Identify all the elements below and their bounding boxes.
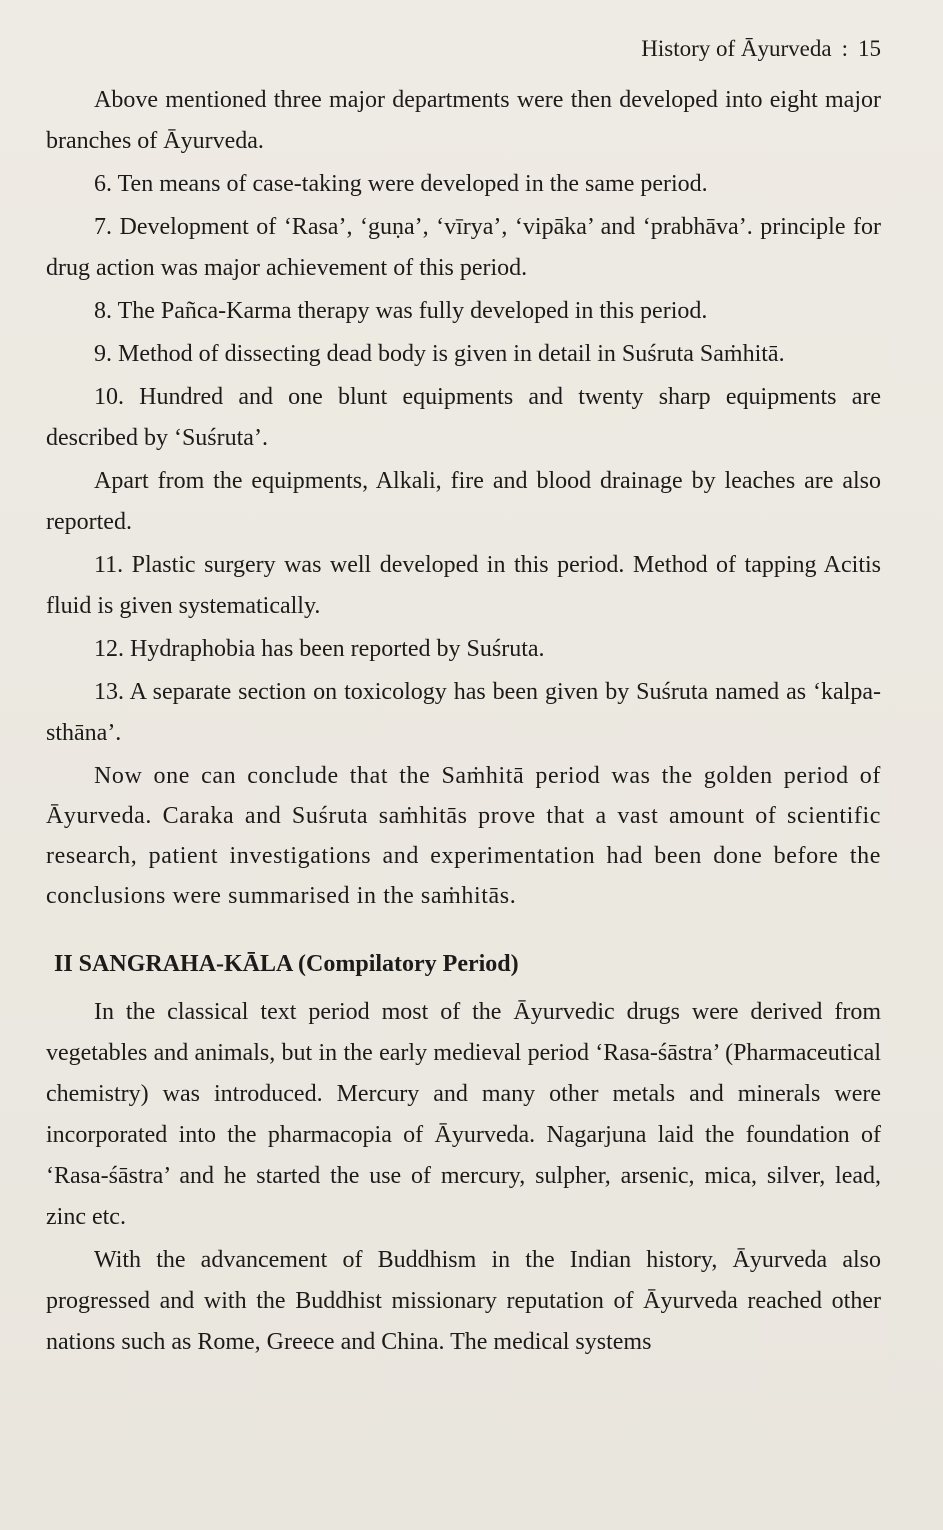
header-title: History of Āyurveda — [641, 36, 832, 61]
list-item-8: 8. The Pañca-Karma therapy was fully developed in this period. — [94, 298, 708, 324]
list-item-12: 12. Hydraphobia has been reported by Suśruta. — [94, 636, 545, 662]
list-item-10: 10. Hundred and one blunt equipments and twenty sharp equipments are described by ‘Suśruta’. — [46, 384, 881, 451]
paragraph: Apart from the equipments, Alkali, fire and blood drainage by leaches are also reported. — [46, 468, 881, 535]
paragraph: Above mentioned three major departments were then developed into eight major branches of Āyurveda. — [46, 87, 881, 154]
header-separator: : — [841, 36, 848, 61]
paragraph: In the classical text period most of the Āyurvedic drugs were derived from vegetables and animals, but in the early medieval period ‘Rasa-śāstra’ (Pharmaceutical chemistry) was introduced. Mercury and many other metals and minerals were incorporated into the pharmacopia of Āyurveda. Nagarjuna laid the foundation of ‘Rasa-śāstra’ and he started the use of mercury, sulpher, arsenic, mica, silver, lead, zinc etc. — [46, 999, 881, 1230]
paragraph: Now one can conclude that the Saṁhitā period was the golden period of Āyurveda. Caraka and Suśruta saṁhitās prove that a vast amount of scientific research, patient investigations and experimentation had been done before the conclusions were summarised in the saṁhitās. — [46, 763, 881, 909]
section-heading: II SANGRAHA-KĀLA (Compilatory Period) — [54, 951, 519, 977]
list-item-11: 11. Plastic surgery was well developed in this period. Method of tapping Acitis fluid is given systematically. — [46, 552, 881, 619]
paragraph: With the advancement of Buddhism in the Indian history, Āyurveda also progressed and with the Buddhist missionary reputation of Āyurveda reached other nations such as Rome, Greece and China. The medical systems — [46, 1247, 881, 1355]
page-body — [46, 80, 881, 1363]
list-item-6: 6. Ten means of case-taking were developed in the same period. — [94, 171, 708, 197]
list-item-7: 7. Development of ‘Rasa’, ‘guṇa’, ‘vīrya’, ‘vipāka’ and ‘prabhāva’. principle for drug action was major achievement of this period. — [46, 214, 881, 281]
running-header — [46, 34, 881, 80]
list-item-9: 9. Method of dissecting dead body is given in detail in Suśruta Saṁhitā. — [94, 341, 785, 367]
list-item-13: 13. A separate section on toxicology has been given by Suśruta named as ‘kalpa-sthāna’. — [46, 679, 881, 746]
page-number: 15 — [858, 36, 881, 61]
